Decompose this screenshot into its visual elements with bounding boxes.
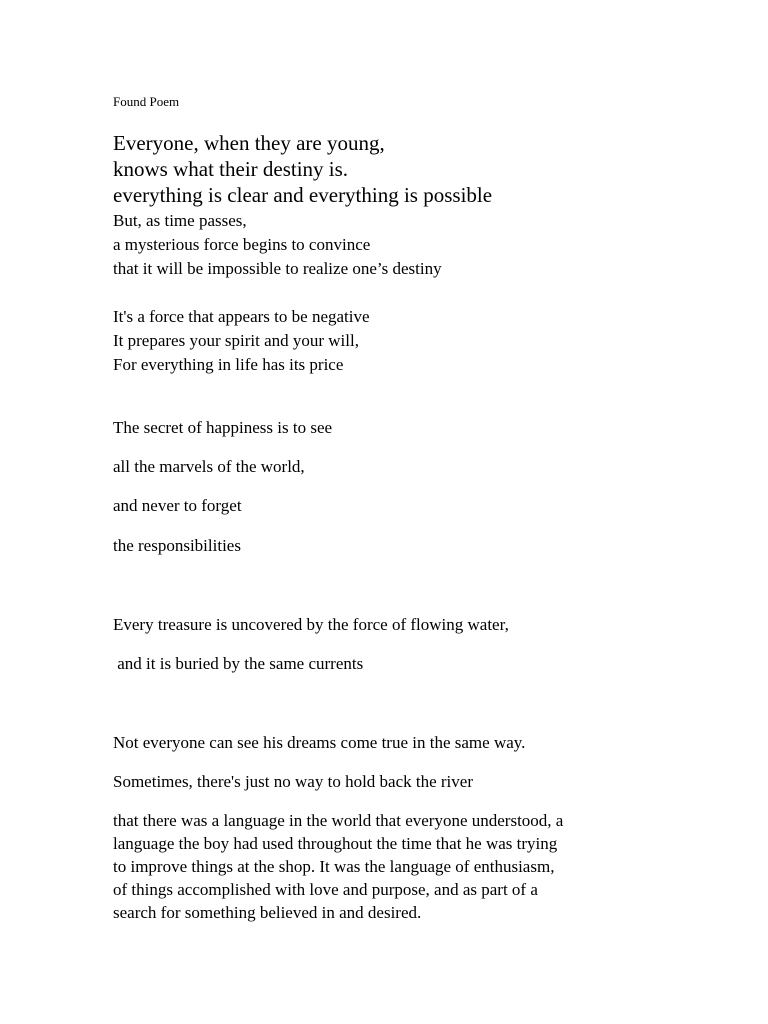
paragraph-line4: of things accomplished with love and purpose, and as part of a — [113, 880, 538, 899]
paragraph-line2: language the boy had used throughout the time that he was trying — [113, 834, 558, 853]
stanza1-line5: a mysterious force begins to convince — [113, 235, 371, 254]
stanza5-line1: Not everyone can see his dreams come true in the same way. — [113, 733, 526, 752]
stanza1-line6: that it will be impossible to realize one’s destiny — [113, 259, 442, 278]
stanza4-line1: Every treasure is uncovered by the force of flowing water, — [113, 615, 509, 634]
paragraph-line5: search for something believed in and desired. — [113, 903, 422, 922]
stanza3-line2: all the marvels of the world, — [113, 457, 305, 476]
paragraph-line3: to improve things at the shop. It was the language of enthusiasm, — [113, 857, 555, 876]
stanza1-line4: But, as time passes, — [113, 211, 247, 230]
stanza3-line1: The secret of happiness is to see — [113, 418, 333, 437]
stanza5-line2: Sometimes, there's just no way to hold back the river — [113, 772, 473, 791]
document-title: Found Poem — [113, 94, 180, 109]
stanza3-line3: and never to forget — [113, 496, 242, 515]
stanza1-line2: knows what their destiny is. — [113, 157, 349, 181]
stanza1-line3: everything is clear and everything is possible — [113, 183, 493, 207]
stanza3-line4: the responsibilities — [113, 536, 241, 555]
stanza2-line1: It's a force that appears to be negative — [113, 307, 370, 326]
stanza2-line2: It prepares your spirit and your will, — [113, 331, 359, 350]
stanza1-line1: Everyone, when they are young, — [113, 131, 385, 155]
stanza4-line2: and it is buried by the same currents — [113, 654, 364, 673]
stanza2-line3: For everything in life has its price — [113, 355, 344, 374]
paragraph-line1: that there was a language in the world that everyone understood, a — [113, 811, 564, 830]
